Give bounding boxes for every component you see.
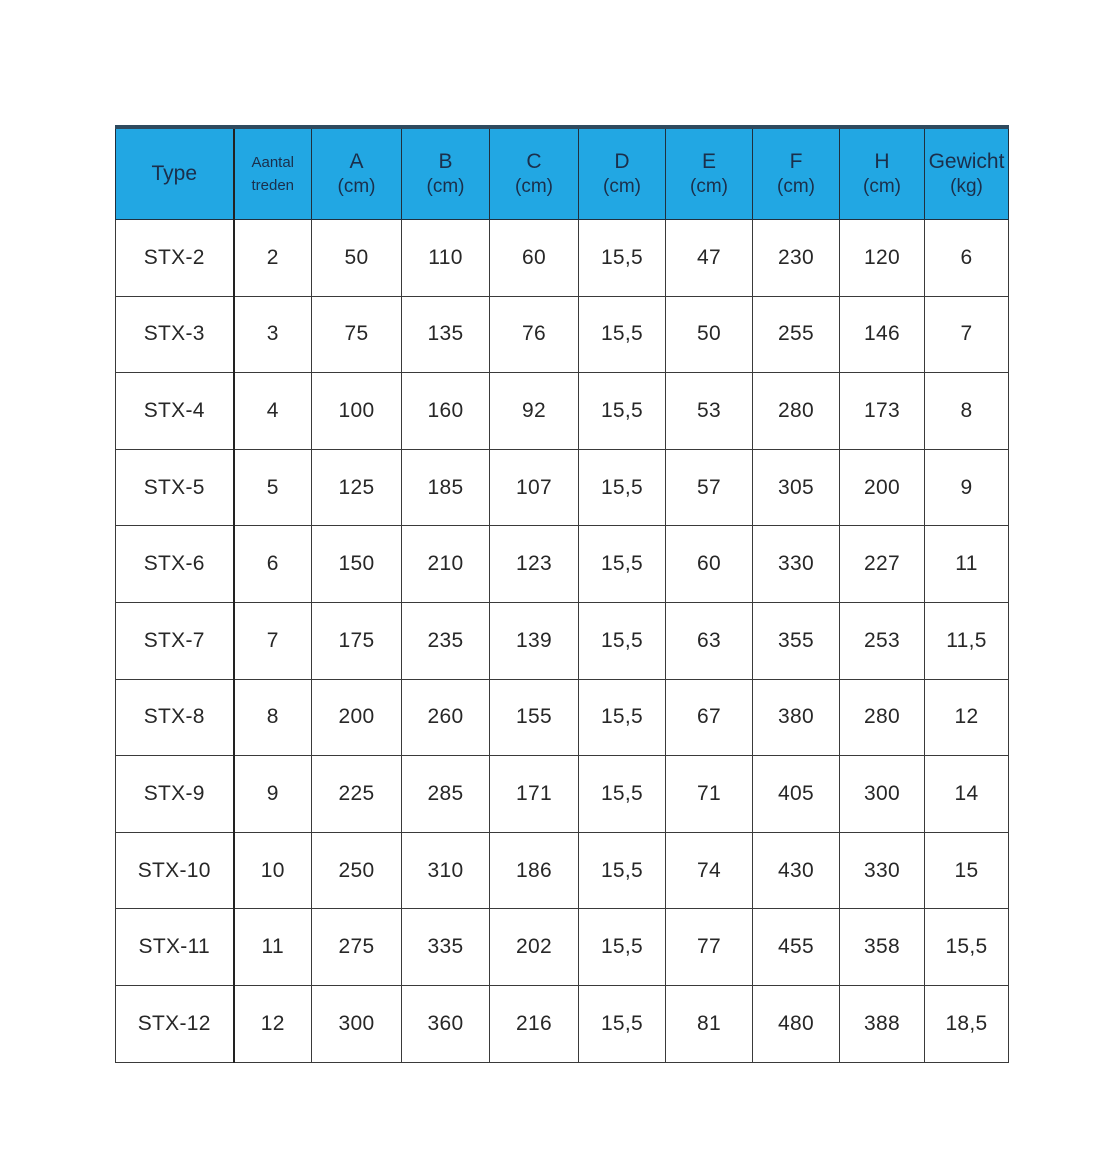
cell-gewicht-kg: 7	[925, 296, 1009, 373]
cell-b-cm: 110	[402, 220, 490, 297]
column-header-b-cm	[402, 127, 490, 220]
cell-aantal-treden: 4	[234, 373, 312, 450]
column-header-gewicht-kg	[925, 127, 1009, 220]
cell-gewicht-kg: 15,5	[925, 909, 1009, 986]
cell-c-cm: 202	[490, 909, 579, 986]
cell-b-cm: 185	[402, 449, 490, 526]
cell-type: STX-12	[116, 985, 234, 1062]
cell-d-cm: 15,5	[579, 296, 666, 373]
cell-h-cm: 253	[840, 602, 925, 679]
cell-e-cm: 67	[666, 679, 753, 756]
cell-c-cm: 76	[490, 296, 579, 373]
cell-d-cm: 15,5	[579, 220, 666, 297]
cell-a-cm: 250	[312, 832, 402, 909]
cell-aantal-treden: 8	[234, 679, 312, 756]
cell-f-cm: 330	[753, 526, 840, 603]
column-header-type	[116, 127, 234, 220]
table-header	[116, 127, 1009, 220]
cell-d-cm: 15,5	[579, 602, 666, 679]
cell-a-cm: 100	[312, 373, 402, 450]
cell-c-cm: 186	[490, 832, 579, 909]
cell-a-cm: 275	[312, 909, 402, 986]
cell-type: STX-11	[116, 909, 234, 986]
cell-type: STX-9	[116, 756, 234, 833]
cell-b-cm: 235	[402, 602, 490, 679]
cell-e-cm: 63	[666, 602, 753, 679]
cell-c-cm: 107	[490, 449, 579, 526]
column-header-label: A	[349, 150, 364, 173]
column-header-unit: (cm)	[690, 176, 728, 198]
column-header-unit: (cm)	[863, 176, 901, 198]
cell-aantal-treden: 10	[234, 832, 312, 909]
cell-type: STX-7	[116, 602, 234, 679]
cell-f-cm: 405	[753, 756, 840, 833]
column-header-label: Gewicht	[928, 150, 1005, 173]
header-row	[116, 127, 1009, 220]
cell-aantal-treden: 2	[234, 220, 312, 297]
table-row	[116, 985, 1009, 1062]
column-header-h-cm	[840, 127, 925, 220]
cell-f-cm: 455	[753, 909, 840, 986]
table-row	[116, 602, 1009, 679]
cell-e-cm: 60	[666, 526, 753, 603]
cell-a-cm: 175	[312, 602, 402, 679]
cell-f-cm: 355	[753, 602, 840, 679]
cell-gewicht-kg: 18,5	[925, 985, 1009, 1062]
cell-c-cm: 216	[490, 985, 579, 1062]
table-row	[116, 296, 1009, 373]
table-row	[116, 220, 1009, 297]
cell-a-cm: 300	[312, 985, 402, 1062]
column-header-aantal-treden	[234, 127, 312, 220]
column-header-unit: (cm)	[603, 176, 641, 198]
table-row	[116, 832, 1009, 909]
column-header-d-cm	[579, 127, 666, 220]
cell-e-cm: 53	[666, 373, 753, 450]
cell-b-cm: 285	[402, 756, 490, 833]
column-header-unit: (cm)	[777, 176, 815, 198]
table-body	[116, 220, 1009, 1063]
cell-type: STX-8	[116, 679, 234, 756]
column-header-label: D	[614, 150, 630, 173]
cell-h-cm: 146	[840, 296, 925, 373]
column-header-unit: treden	[251, 177, 295, 194]
column-header-unit: (cm)	[515, 176, 553, 198]
column-header-e-cm	[666, 127, 753, 220]
cell-gewicht-kg: 11,5	[925, 602, 1009, 679]
table-row	[116, 756, 1009, 833]
cell-h-cm: 173	[840, 373, 925, 450]
cell-f-cm: 380	[753, 679, 840, 756]
cell-h-cm: 330	[840, 832, 925, 909]
column-header-c-cm	[490, 127, 579, 220]
column-header-label: E	[701, 150, 716, 173]
cell-type: STX-2	[116, 220, 234, 297]
cell-h-cm: 280	[840, 679, 925, 756]
cell-e-cm: 81	[666, 985, 753, 1062]
cell-gewicht-kg: 11	[925, 526, 1009, 603]
cell-a-cm: 50	[312, 220, 402, 297]
cell-a-cm: 75	[312, 296, 402, 373]
cell-h-cm: 358	[840, 909, 925, 986]
cell-h-cm: 300	[840, 756, 925, 833]
column-header-unit: (kg)	[950, 176, 983, 198]
cell-b-cm: 260	[402, 679, 490, 756]
spec-table	[115, 125, 1009, 1063]
cell-c-cm: 92	[490, 373, 579, 450]
cell-d-cm: 15,5	[579, 449, 666, 526]
cell-f-cm: 255	[753, 296, 840, 373]
cell-c-cm: 139	[490, 602, 579, 679]
cell-e-cm: 74	[666, 832, 753, 909]
cell-aantal-treden: 6	[234, 526, 312, 603]
table-row	[116, 526, 1009, 603]
cell-h-cm: 120	[840, 220, 925, 297]
cell-a-cm: 200	[312, 679, 402, 756]
cell-a-cm: 225	[312, 756, 402, 833]
table-row	[116, 909, 1009, 986]
cell-aantal-treden: 5	[234, 449, 312, 526]
cell-f-cm: 430	[753, 832, 840, 909]
cell-e-cm: 77	[666, 909, 753, 986]
cell-d-cm: 15,5	[579, 373, 666, 450]
cell-b-cm: 360	[402, 985, 490, 1062]
cell-gewicht-kg: 9	[925, 449, 1009, 526]
cell-f-cm: 480	[753, 985, 840, 1062]
cell-c-cm: 60	[490, 220, 579, 297]
column-header-unit: (cm)	[426, 176, 465, 198]
cell-b-cm: 135	[402, 296, 490, 373]
cell-aantal-treden: 3	[234, 296, 312, 373]
cell-f-cm: 230	[753, 220, 840, 297]
column-header-label: C	[526, 150, 542, 173]
cell-aantal-treden: 7	[234, 602, 312, 679]
cell-e-cm: 50	[666, 296, 753, 373]
cell-d-cm: 15,5	[579, 526, 666, 603]
column-header-a-cm	[312, 127, 402, 220]
column-header-label: H	[874, 150, 890, 173]
cell-gewicht-kg: 15	[925, 832, 1009, 909]
cell-d-cm: 15,5	[579, 985, 666, 1062]
cell-b-cm: 210	[402, 526, 490, 603]
cell-f-cm: 305	[753, 449, 840, 526]
cell-d-cm: 15,5	[579, 909, 666, 986]
column-header-unit: (cm)	[337, 176, 376, 198]
cell-gewicht-kg: 12	[925, 679, 1009, 756]
cell-e-cm: 57	[666, 449, 753, 526]
cell-h-cm: 388	[840, 985, 925, 1062]
table-row	[116, 373, 1009, 450]
cell-h-cm: 200	[840, 449, 925, 526]
cell-a-cm: 150	[312, 526, 402, 603]
cell-gewicht-kg: 8	[925, 373, 1009, 450]
cell-type: STX-3	[116, 296, 234, 373]
column-header-f-cm	[753, 127, 840, 220]
cell-type: STX-10	[116, 832, 234, 909]
cell-b-cm: 335	[402, 909, 490, 986]
cell-type: STX-5	[116, 449, 234, 526]
cell-d-cm: 15,5	[579, 679, 666, 756]
cell-aantal-treden: 12	[234, 985, 312, 1062]
column-header-label: Type	[151, 161, 198, 185]
table-row	[116, 449, 1009, 526]
cell-type: STX-6	[116, 526, 234, 603]
cell-c-cm: 155	[490, 679, 579, 756]
column-header-label: F	[789, 150, 803, 173]
cell-b-cm: 310	[402, 832, 490, 909]
cell-e-cm: 71	[666, 756, 753, 833]
cell-c-cm: 171	[490, 756, 579, 833]
cell-b-cm: 160	[402, 373, 490, 450]
cell-f-cm: 280	[753, 373, 840, 450]
cell-h-cm: 227	[840, 526, 925, 603]
cell-d-cm: 15,5	[579, 832, 666, 909]
cell-a-cm: 125	[312, 449, 402, 526]
cell-e-cm: 47	[666, 220, 753, 297]
column-header-label: Aantal	[251, 153, 295, 171]
column-header-label: B	[438, 150, 453, 173]
cell-c-cm: 123	[490, 526, 579, 603]
cell-aantal-treden: 11	[234, 909, 312, 986]
cell-type: STX-4	[116, 373, 234, 450]
cell-aantal-treden: 9	[234, 756, 312, 833]
cell-gewicht-kg: 6	[925, 220, 1009, 297]
cell-gewicht-kg: 14	[925, 756, 1009, 833]
table-row	[116, 679, 1009, 756]
cell-d-cm: 15,5	[579, 756, 666, 833]
